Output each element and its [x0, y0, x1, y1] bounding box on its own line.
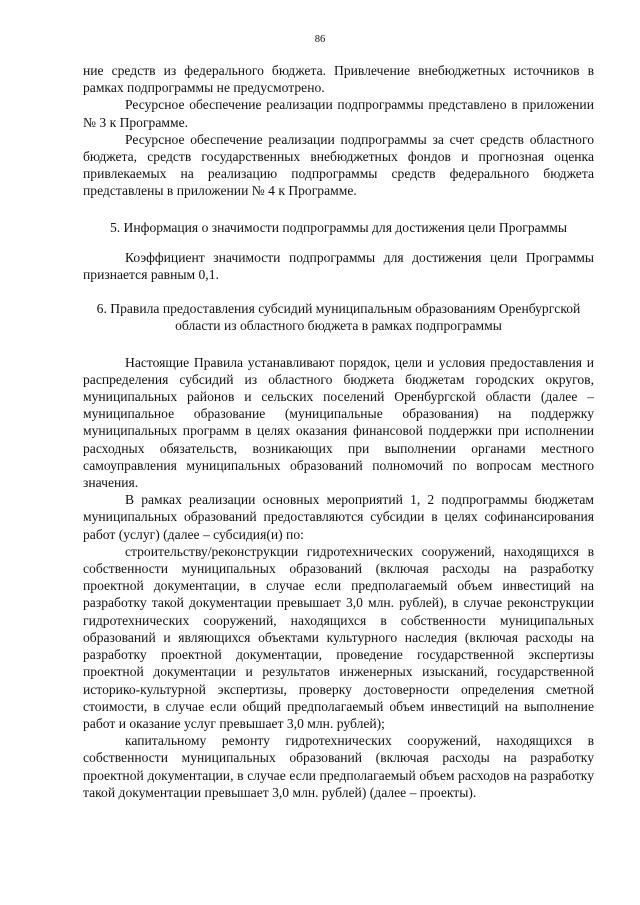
page-content [83, 62, 594, 801]
paragraph-construction-item: строительству/реконструкции гидротехнических сооружений, находящихся в собственности муниципальных образований (включая расходы на разработку проектной документации, в случае если предполагаемый объем инвестиций на разработку такой документации превышает 3,0 млн. рублей), в случае реконструкции гидротехнических сооружений, находящихся в собственности муниципальных образований и являющихся объектами культурного наследия (включая расходы на разработку проектной документации, проведение государственной экспертизы проектной документации и результатов инженерных изысканий, государственной историко-культурной экспертизы, проверку достоверности определения сметной стоимости, в случае если общий предполагаемый объем инвестиций на выполнение работ и оказание услуг превышает 3,0 млн. рублей); [83, 543, 594, 731]
section-heading-5: 5. Информация о значимости подпрограммы для достижения цели Программы [109, 219, 568, 235]
section-heading-6: 6. Правила предоставления субсидий муниципальным образованиям Оренбургской области из областного бюджета в рамках подпрограммы [96, 301, 581, 334]
paragraph-appendix-4: Ресурсное обеспечение реализации подпрограммы за счет средств областного бюджета, средств государственных внебюджетных фондов и прогнозная оценка привлекаемых на реализацию подпрограммы средств федерального бюджета представлены в приложении № 4 к Программе. [83, 131, 594, 199]
paragraph-subsidies-purpose: В рамках реализации основных мероприятий 1, 2 подпрограммы бюджетам муниципальных образований предоставляются субсидии в целях софинансирования работ (услуг) (далее – субсидия(и) по: [83, 492, 594, 542]
paragraph-appendix-3: Ресурсное обеспечение реализации подпрограммы представлено в приложении № 3 к Программе. [83, 97, 594, 130]
paragraph-capital-repair-item: капитальному ремонту гидротехнических сооружений, находящихся в собственности муниципальных образований (включая расходы на разработку проектной документации, в случае если предполагаемый объем расходов на разработку такой документации превышает 3,0 млн. рублей) (далее – проекты). [83, 733, 594, 800]
paragraph-rules-intro: Настоящие Правила устанавливают порядок, цели и условия предоставления и распределения субсидий из областного бюджета бюджетам городских округов, муниципальных районов и сельских поселений Оренбургской области (далее – муниципальное образование (муниципальные образования) на поддержку муниципальных программ в целях оказания финансовой поддержки при исполнении расходных обязательств, возникающих при выполнении органами местного самоуправления муниципальных образований полномочий по вопросам местного значения. [83, 354, 594, 491]
page-number: 86 [314, 34, 326, 45]
paragraph-funding-sources: ние средств из федерального бюджета. Привлечение внебюджетных источников в рамках подпрограммы не предусмотрено. [83, 63, 594, 96]
paragraph-significance-coefficient: Коэффициент значимости подпрограммы для достижения цели Программы признается равным 0,1. [83, 249, 594, 283]
